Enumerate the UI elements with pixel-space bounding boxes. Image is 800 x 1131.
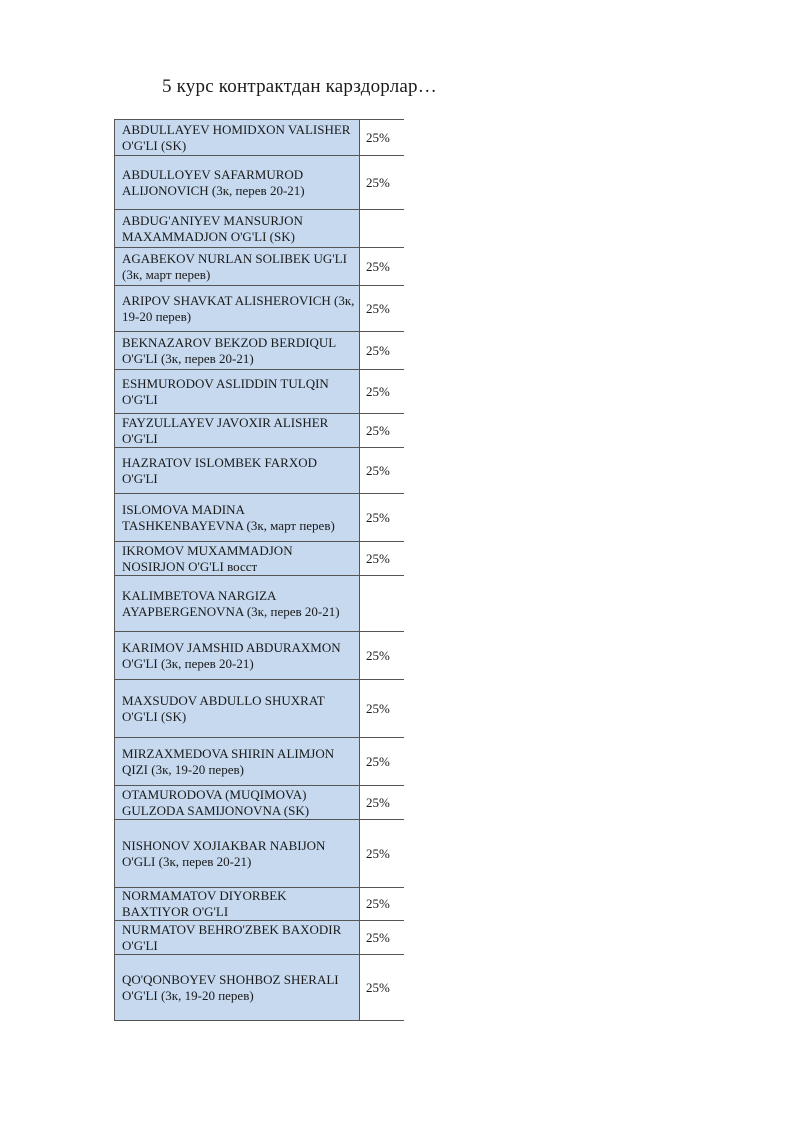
percent-cell <box>360 210 405 248</box>
table-row <box>115 156 405 210</box>
percent-cell: 25% <box>360 448 405 494</box>
table-body <box>115 120 405 1021</box>
student-name-cell: KARIMOV JAMSHID ABDURAXMON O'G'LI (3к, перев 20-21) <box>115 632 360 680</box>
table-row <box>115 955 405 1021</box>
table-row <box>115 576 405 632</box>
student-name-cell: ARIPOV SHAVKAT ALISHEROVICH (3к, 19-20 перев) <box>115 286 360 332</box>
percent-cell: 25% <box>360 921 405 955</box>
student-name-cell: NURMATOV BEHRO'ZBEK BAXODIR O'G'LI <box>115 921 360 955</box>
percent-cell: 25% <box>360 738 405 786</box>
page-title: 5 курс контрактдан карздорлар… <box>162 76 437 97</box>
student-name-cell: ABDULLOYEV SAFARMUROD ALIJONOVICH (3к, перев 20-21) <box>115 156 360 210</box>
student-name-cell: IKROMOV MUXAMMADJON NOSIRJON O'G'LI восст <box>115 542 360 576</box>
table-row <box>115 286 405 332</box>
student-name-cell: NISHONOV XOJIAKBAR NABIJON O'GLI (3к, перев 20-21) <box>115 820 360 888</box>
table-row <box>115 921 405 955</box>
table-row <box>115 210 405 248</box>
table-row <box>115 786 405 820</box>
student-name-cell: ABDULLAYEV HOMIDXON VALISHER O'G'LI (SK) <box>115 120 360 156</box>
percent-cell: 25% <box>360 955 405 1021</box>
student-name-cell: ABDUG'ANIYEV MANSURJON MAXAMMADJON O'G'LI (SK) <box>115 210 360 248</box>
percent-cell: 25% <box>360 786 405 820</box>
percent-cell: 25% <box>360 542 405 576</box>
percent-cell: 25% <box>360 120 405 156</box>
table-row <box>115 542 405 576</box>
percent-cell: 25% <box>360 370 405 414</box>
table-row <box>115 332 405 370</box>
percent-cell: 25% <box>360 332 405 370</box>
table-row <box>115 370 405 414</box>
student-name-cell: HAZRATOV ISLOMBEK FARXOD O'G'LI <box>115 448 360 494</box>
student-name-cell: FAYZULLAYEV JAVOXIR ALISHER O'G'LI <box>115 414 360 448</box>
percent-cell: 25% <box>360 494 405 542</box>
percent-cell <box>360 576 405 632</box>
student-name-cell: KALIMBETOVA NARGIZA AYAPBERGENOVNA (3к, перев 20-21) <box>115 576 360 632</box>
table-row <box>115 680 405 738</box>
table-row <box>115 414 405 448</box>
student-name-cell: OTAMURODOVA (MUQIMOVA) GULZODA SAMIJONOVNA (SK) <box>115 786 360 820</box>
percent-cell: 25% <box>360 414 405 448</box>
debt-table <box>114 119 404 1021</box>
percent-cell: 25% <box>360 888 405 921</box>
percent-cell: 25% <box>360 680 405 738</box>
student-name-cell: MIRZAXMEDOVA SHIRIN ALIMJON QIZI (3к, 19-20 перев) <box>115 738 360 786</box>
student-name-cell: QO'QONBOYEV SHOHBOZ SHERALI O'G'LI (3к, 19-20 перев) <box>115 955 360 1021</box>
student-name-cell: MAXSUDOV ABDULLO SHUXRAT O'G'LI (SK) <box>115 680 360 738</box>
table-row <box>115 820 405 888</box>
percent-cell: 25% <box>360 820 405 888</box>
student-name-cell: ESHMURODOV ASLIDDIN TULQIN O'G'LI <box>115 370 360 414</box>
student-name-cell: BEKNAZAROV BEKZOD BERDIQUL O'G'LI (3к, перев 20-21) <box>115 332 360 370</box>
percent-cell: 25% <box>360 248 405 286</box>
table-row <box>115 120 405 156</box>
percent-cell: 25% <box>360 286 405 332</box>
table-row <box>115 494 405 542</box>
table-row <box>115 632 405 680</box>
table-row <box>115 248 405 286</box>
student-name-cell: NORMAMATOV DIYORBEK BAXTIYOR O'G'LI <box>115 888 360 921</box>
student-name-cell: AGABEKOV NURLAN SOLIBEK UG'LI (3к, март перев) <box>115 248 360 286</box>
student-name-cell: ISLOMOVA MADINA TASHKENBAYEVNA (3к, март перев) <box>115 494 360 542</box>
percent-cell: 25% <box>360 632 405 680</box>
table-row <box>115 888 405 921</box>
table-row <box>115 448 405 494</box>
percent-cell: 25% <box>360 156 405 210</box>
table-row <box>115 738 405 786</box>
